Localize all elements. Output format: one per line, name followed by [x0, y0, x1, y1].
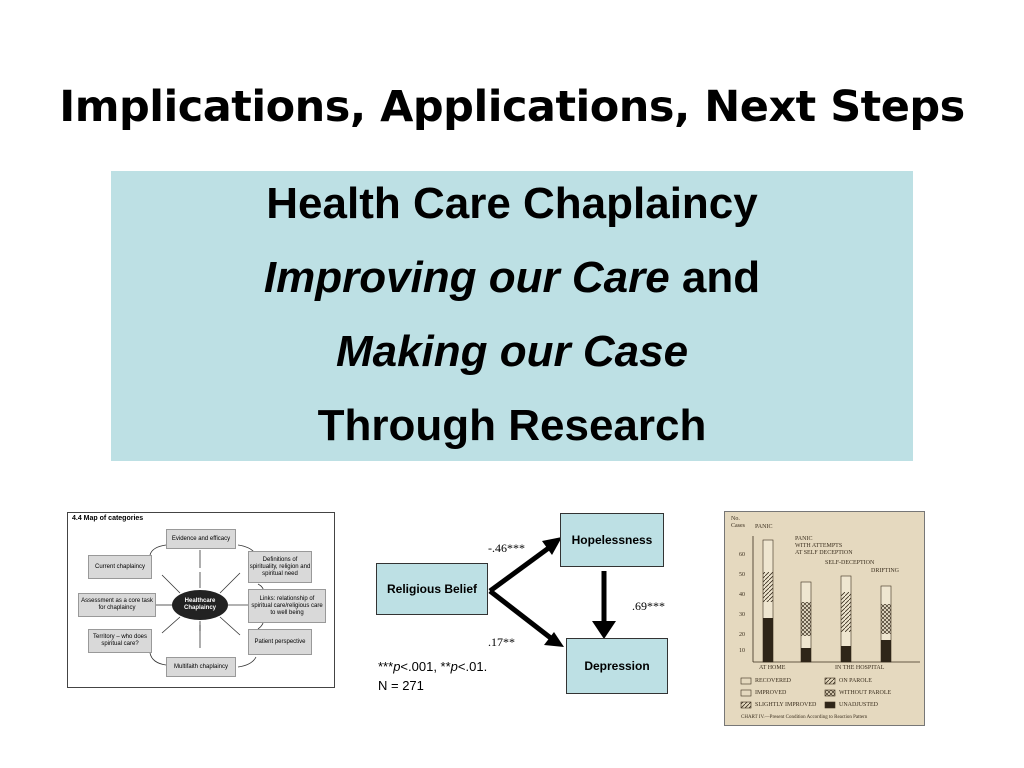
- arrowhead-down: [592, 621, 616, 639]
- path-model-figure: [370, 505, 700, 715]
- box-current-chaplaincy: Current chaplaincy: [88, 555, 152, 579]
- node-hopelessness: Hopelessness: [560, 513, 664, 567]
- group-label-hospital: IN THE HOSPITAL: [835, 665, 885, 671]
- y-tick-40: 40: [739, 592, 745, 598]
- chart-corner-label-2: Cases: [731, 523, 745, 529]
- legend-unadjusted: UNADJUSTED: [839, 702, 878, 708]
- callout-line-4: Through Research: [317, 401, 707, 450]
- sample-size: N = 271: [378, 678, 424, 693]
- legend-improved: IMPROVED: [755, 690, 787, 696]
- callout-line-2-plain: and: [669, 253, 761, 302]
- callout-line-3-italic: Making our Case: [335, 327, 689, 376]
- box-assessment: Assessment as a core task for chaplaincy: [78, 593, 156, 617]
- coef-hopelessness-depression: .69***: [632, 599, 665, 613]
- box-definitions: Definitions of spirituality, religion and spiritual need: [248, 551, 312, 583]
- y-tick-20: 20: [739, 632, 745, 638]
- callout-box: [111, 171, 913, 461]
- box-territory: Territory – who does spiritual care?: [88, 629, 152, 653]
- legend-on-parole: ON PAROLE: [839, 678, 872, 684]
- coef-belief-depression: .17**: [488, 635, 515, 649]
- node-depression: Depression: [566, 638, 668, 694]
- box-links: Links: relationship of spiritual care/religious care to well being: [248, 589, 326, 623]
- series-label-panic: PANIC: [755, 524, 773, 530]
- series-label-attempts: WITH ATTEMPTS: [795, 543, 843, 549]
- group-label-home: AT HOME: [759, 665, 786, 671]
- y-tick-50: 50: [739, 572, 745, 578]
- legend-without-parole: WITHOUT PAROLE: [839, 690, 892, 696]
- y-tick-60: 60: [739, 552, 745, 558]
- box-multifaith: Multifaith chaplaincy: [166, 657, 236, 677]
- callout-line-2: [111, 241, 913, 315]
- categories-map-heading: 4.4 Map of categories: [72, 515, 144, 522]
- coef-belief-hopelessness: -.46***: [488, 541, 525, 555]
- chart-caption: CHART IV.—Present Condition According to Reaction Pattern: [741, 715, 868, 720]
- callout-line-1: Health Care Chaplaincy: [266, 179, 758, 228]
- chart-corner-label-1: No.: [731, 516, 740, 522]
- callout-line-2-italic: Improving our Care: [263, 253, 670, 302]
- series-label-drifting: DRIFTING: [871, 568, 899, 574]
- y-tick-10: 10: [739, 648, 745, 654]
- legend-recovered: RECOVERED: [755, 678, 791, 684]
- series-label-panic-2: PANIC: [795, 536, 813, 542]
- center-node: Healthcare Chaplaincy: [172, 590, 228, 620]
- significance-line: ***p<.001, **p<.01.: [378, 659, 488, 674]
- box-evidence: Evidence and efficacy: [166, 529, 236, 549]
- series-label-self-deception-attempt: AT SELF DECEPTION: [795, 550, 853, 556]
- significance-note: [378, 657, 487, 695]
- y-tick-30: 30: [739, 612, 745, 618]
- slide-title: Implications, Applications, Next Steps: [59, 82, 965, 132]
- callout-line-3: [111, 315, 913, 389]
- node-religious-belief: Religious Belief: [376, 563, 488, 615]
- historic-chart-figure: [724, 511, 925, 726]
- box-patient-perspective: Patient perspective: [248, 629, 312, 655]
- categories-map-figure: [67, 512, 335, 688]
- legend-slightly-improved: SLIGHTLY IMPROVED: [755, 702, 817, 708]
- series-label-self-deception: SELF-DECEPTION: [825, 560, 875, 566]
